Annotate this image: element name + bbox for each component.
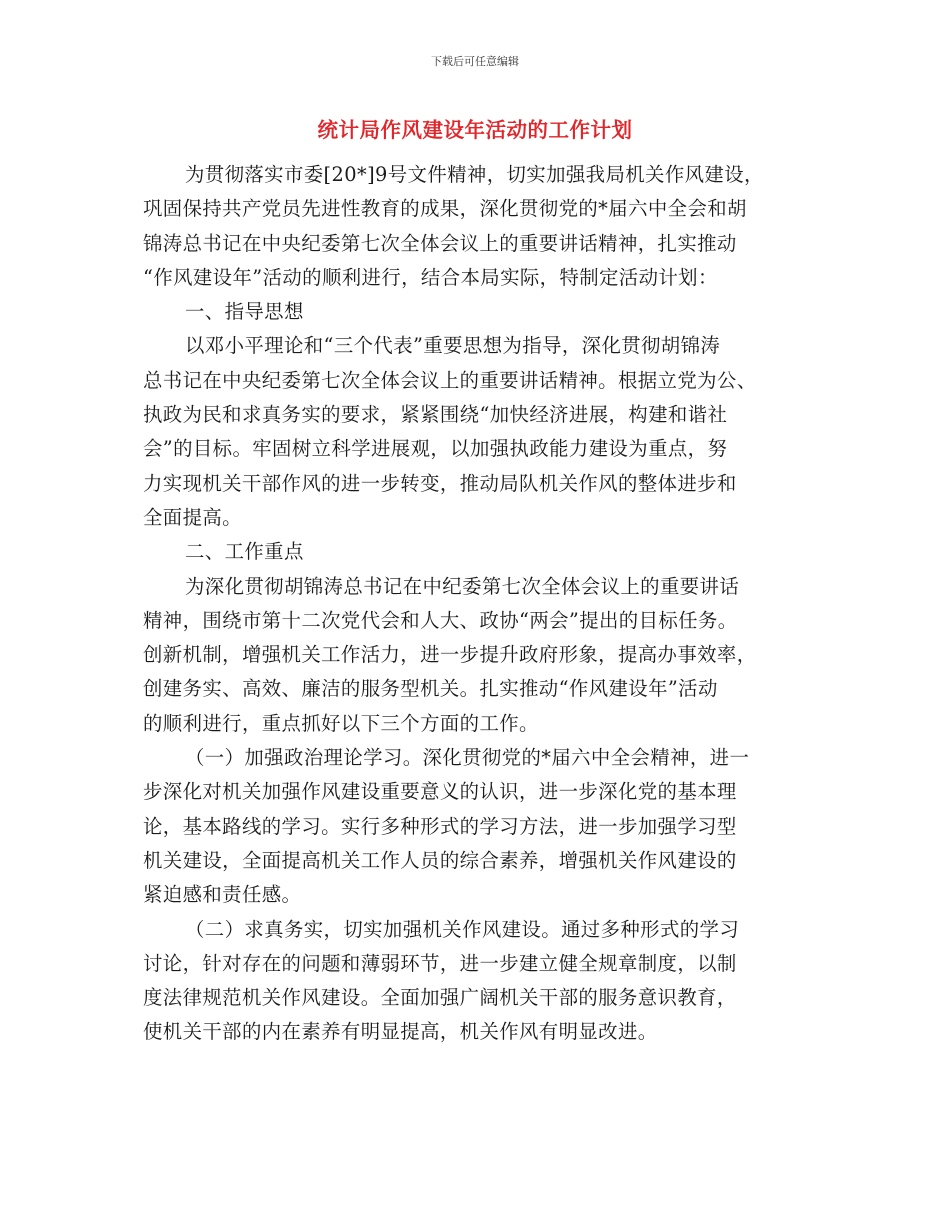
section-heading: 一、指导思想 xyxy=(185,300,304,324)
body-line: 为贯彻落实市委[20*]9号文件精神，切实加强我局机关作风建设， xyxy=(185,163,764,186)
body-line: 使机关干部的内在素养有明显提高，机关作风有明显改进。 xyxy=(143,1020,658,1044)
body-line: 全面提高。 xyxy=(143,505,242,529)
body-line: 论，基本路线的学习。实行多种形式的学习方法，进一步加强学习型 xyxy=(143,814,737,838)
body-line: 步深化对机关加强作风建设重要意义的认识，进一步深化党的基本理 xyxy=(143,780,737,804)
body-line: 的顺利进行，重点抓好以下三个方面的工作。 xyxy=(143,711,539,735)
body-line: 以邓小平理论和“三个代表”重要思想为指导，深化贯彻胡锦涛 xyxy=(185,334,721,358)
body-line: 创新机制，增强机关工作活力，进一步提升政府形象，提高办事效率， xyxy=(143,643,757,667)
body-line: 紧迫感和责任感。 xyxy=(143,883,302,907)
section-heading: 二、工作重点 xyxy=(185,540,304,564)
body-line: 为深化贯彻胡锦涛总书记在中纪委第七次全体会议上的重要讲话 xyxy=(185,574,740,598)
body-line: 精神，围绕市第十二次党代会和人大、政协“两会”提出的目标任务。 xyxy=(143,608,738,632)
page-header: 下载后可任意编辑 xyxy=(431,55,519,68)
body-line: 锦涛总书记在中央纪委第七次全体会议上的重要讲话精神，扎实推动 xyxy=(143,231,737,255)
document-body xyxy=(143,158,815,1050)
document-title: 统计局作风建设年活动的工作计划 xyxy=(317,118,633,142)
body-line: 总书记在中央纪委第七次全体会议上的重要讲话精神。根据立党为公、 xyxy=(143,368,757,392)
body-line: 创建务实、高效、廉洁的服务型机关。扎实推动“作风建设年”活动 xyxy=(143,677,718,701)
body-line: 机关建设，全面提高机关工作人员的综合素养，增强机关作风建设的 xyxy=(143,848,737,872)
body-line: 巩固保持共产党员先进性教育的成果，深化贯彻党的*届六中全会和胡 xyxy=(143,197,747,221)
body-line: （一）加强政治理论学习。深化贯彻党的*届六中全会精神，进一 xyxy=(185,746,750,770)
body-line: “作风建设年”活动的顺利进行，结合本局实际，特制定活动计划： xyxy=(143,265,718,289)
body-line: 讨论，针对存在的问题和薄弱环节，进一步建立健全规章制度，以制 xyxy=(143,951,737,975)
body-line: 执政为民和求真务实的要求，紧紧围绕“加快经济进展，构建和谐社 xyxy=(143,403,728,427)
body-line: 会”的目标。牢固树立科学进展观，以加强执政能力建设为重点，努 xyxy=(143,437,728,461)
body-line: 力实现机关干部作风的进一步转变，推动局队机关作风的整体进步和 xyxy=(143,471,737,495)
body-line: 度法律规范机关作风建设。全面加强广阔机关干部的服务意识教育， xyxy=(143,986,737,1010)
body-line: （二）求真务实，切实加强机关作风建设。通过多种形式的学习 xyxy=(185,917,740,941)
